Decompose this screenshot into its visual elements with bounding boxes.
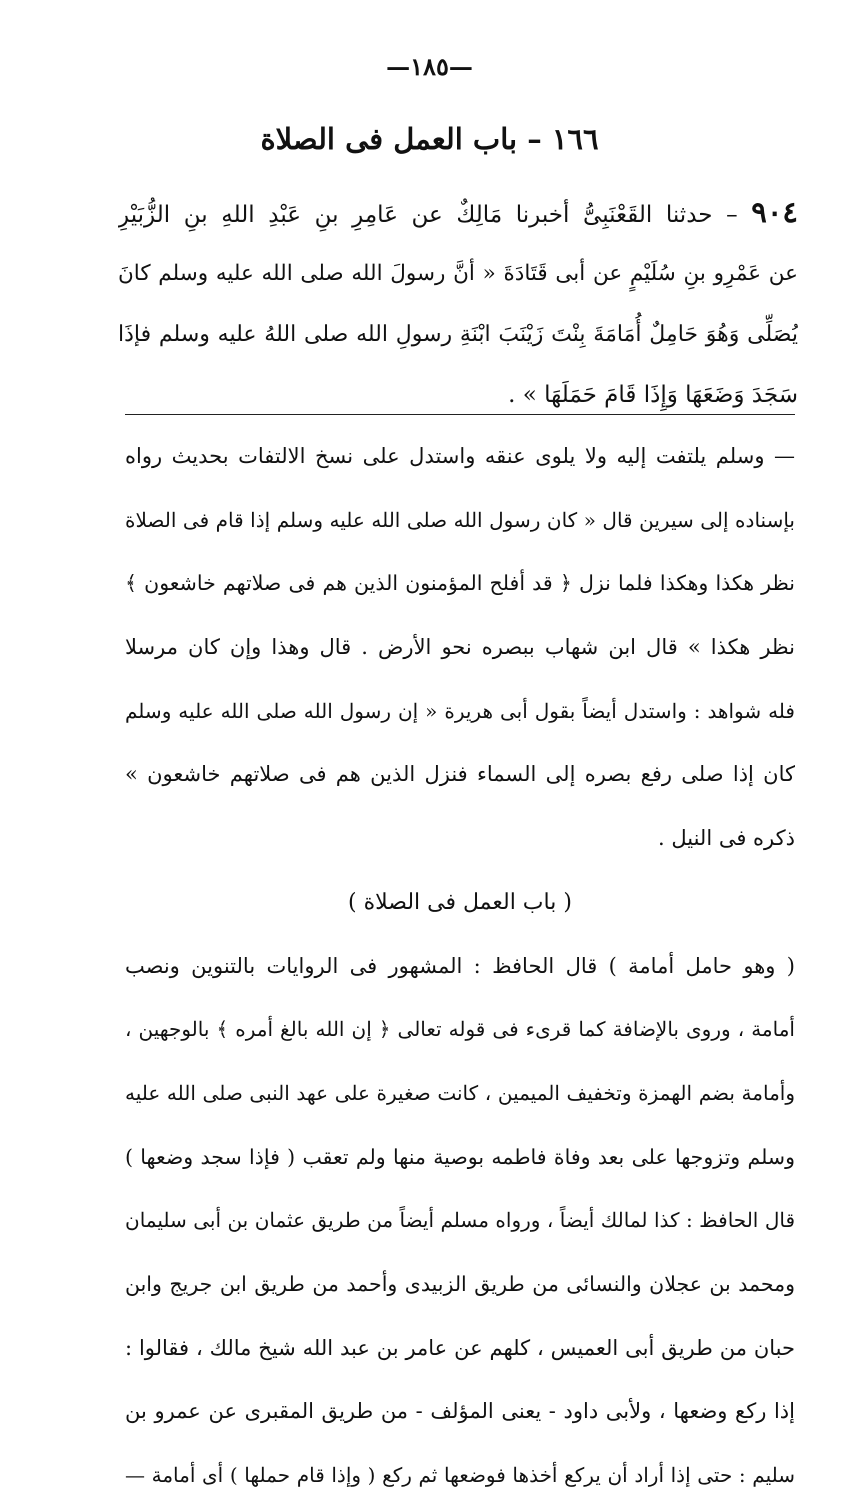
commentary-line: بإسناده إلى سيرين قال « كان رسول الله صلى الله عليه وسلم إذا قام فى الصلاة <box>125 507 795 532</box>
page-number: —١٨٥— <box>386 52 473 81</box>
commentary-line: وسلم وتزوجها على بعد وفاة فاطمه بوصية منها ولم تعقب ( فإذا سجد وضعها ) <box>125 1144 795 1169</box>
hadith-line <box>118 182 798 243</box>
hadith-text <box>118 182 798 426</box>
commentary-section-heading: ( باب العمل فى الصلاة ) <box>348 889 572 915</box>
commentary-line: أمامة ، وروى بالإضافة كما قرىء فى قوله تعالى ﴿ إن الله بالغ أمره ﴾ بالوجهين ، <box>125 1017 795 1042</box>
commentary-line: نظر هكذا وهكذا فلما نزل ﴿ قد أفلح المؤمنون الذين هم فى صلاتهم خاشعون ﴾ <box>125 571 795 596</box>
commentary-line: نظر هكذا » قال ابن شهاب ببصره نحو الأرض . قال وهذا وإن كان مرسلا <box>125 635 795 660</box>
commentary-line: سليم : حتى إذا أراد أن يركع أخذها فوضعها ثم ركع ( وإذا قام حملها ) أى أمامة — <box>125 1463 795 1487</box>
commentary-line: ومحمد بن عجلان والنسائى من طريق الزبيدى وأحمد من طريق ابن جريج وابن <box>125 1271 795 1296</box>
commentary-line: ( وهو حامل أمامة ) قال الحافظ : المشهور فى الروايات بالتنوين ونصب <box>125 953 795 978</box>
commentary-line: قال الحافظ : كذا لمالك أيضاً ، ورواه مسلم أيضاً من طريق عثمان بن أبى سليمان <box>125 1208 795 1233</box>
hadith-line: عن عَمْرِو بنِ سُلَيْمٍ عن أبى قَتَادَةَ « أنَّ رسولَ الله صلى الله عليه وسلم كانَ <box>118 261 798 286</box>
commentary-line: إذا ركع وضعها ، ولأبى داود - يعنى المؤلف - من طريق المقبرى عن عمرو بن <box>125 1399 795 1424</box>
chapter-heading: ١٦٦ – باب العمل فى الصلاة <box>260 122 599 156</box>
commentary-text <box>125 425 795 1508</box>
hadith-number: ٩٠٤ <box>751 195 798 229</box>
hadith-line-text: – حدثنا القَعْنَبِىُّ أخبرنا مَالِكٌ عن عَامِرِ بنِ عَبْدِ اللهِ بنِ الزُّبَيْرِ <box>118 202 752 228</box>
commentary-line: ذكره فى النيل . <box>658 826 795 851</box>
commentary-line: — وسلم يلتفت إليه ولا يلوى عنقه واستدل على نسخ الالتفات بحديث رواه <box>125 444 795 468</box>
commentary-line: كان إذا صلى رفع بصره إلى السماء فنزل الذين هم فى صلاتهم خاشعون » <box>125 762 795 787</box>
hadith-line: يُصَلِّى وَهُوَ حَامِلٌ أُمَامَةَ بِنْتَ زَيْنَبَ ابْنَةِ رسولِ الله صلى اللهُ عليه وسلم فإذَا <box>118 322 798 347</box>
footnote-divider <box>125 414 795 415</box>
commentary-line: وأمامة بضم الهمزة وتخفيف الميمين ، كانت صغيرة على عهد النبى صلى الله عليه <box>125 1080 795 1105</box>
hadith-line: سَجَدَ وَضَعَهَا وَإِذَا قَامَ حَمَلَهَا » . <box>508 382 798 408</box>
commentary-line: فله شواهد : واستدل أيضاً بقول أبى هريرة « إن رسول الله صلى الله عليه وسلم <box>125 698 795 723</box>
commentary-line: حبان من طريق أبى العميس ، كلهم عن عامر بن عبد الله شيخ مالك ، فقالوا : <box>125 1335 795 1360</box>
